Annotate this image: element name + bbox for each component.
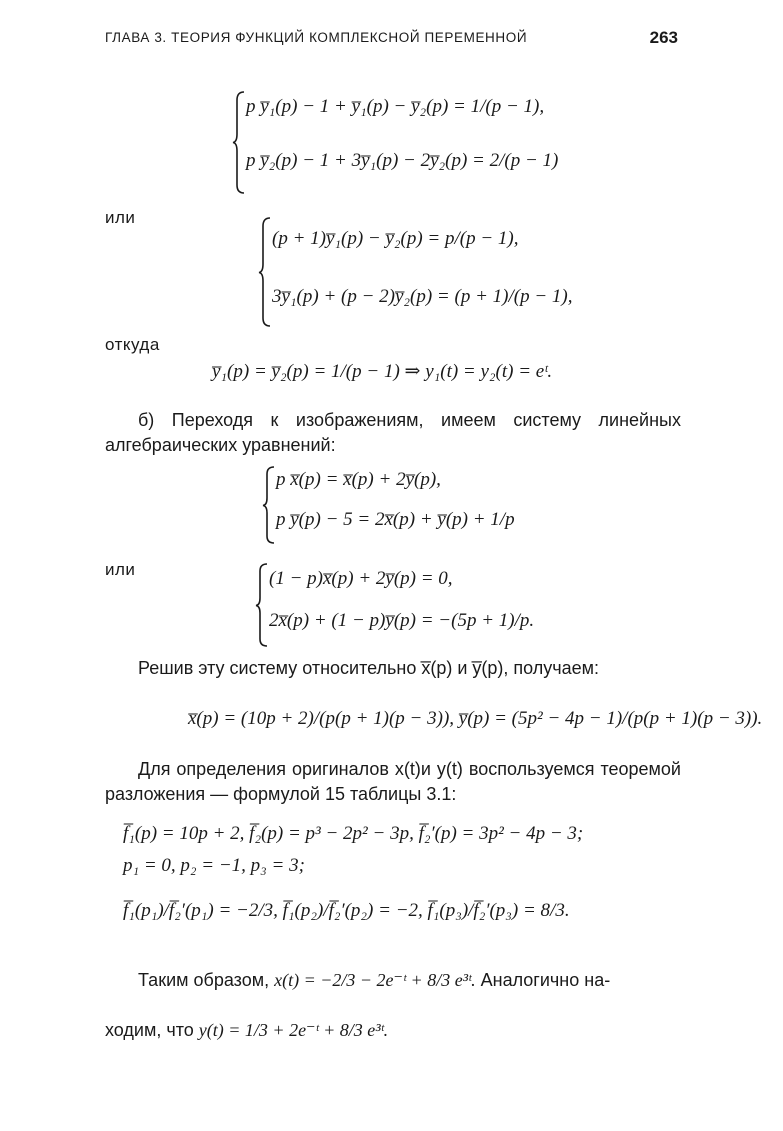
system-4-equation-1: (1 − p)x̅(p) + 2y̅(p) = 0, (269, 568, 453, 589)
page-header (105, 28, 680, 50)
f-functions-line: f̅₁(p) = 10p + 2, f̅₂(p) = p³ − 2p² − 3p, f̅₂′(p) = 3p² − 4p − 3; (123, 823, 584, 844)
system-1-equation-1: p y̅₁(p) − 1 + y̅₁(p) − y̅₂(p) = 1/(p − 1), (246, 96, 545, 117)
system-3-equation-2: p y̅(p) − 5 = 2x̅(p) + y̅(p) + 1/p (276, 509, 515, 530)
page-number: 263 (649, 28, 678, 47)
paragraph-b: б) Переходя к изображениям, имеем систему линейных алгебраических уравнений: (105, 410, 681, 455)
x-t-line (105, 968, 681, 993)
result-y1-y2: y̅₁(p) = y̅₂(p) = 1/(p − 1) ⇒ y₁(t) = y₂(t) = eᵗ. (212, 361, 553, 382)
word-ili-2: или (105, 560, 136, 579)
running-title: ГЛАВА 3. ТЕОРИЯ ФУНКЦИЙ КОМПЛЕКСНОЙ ПЕРЕМЕННОЙ (105, 30, 528, 45)
paragraph-solve: Решив эту систему относительно x̅(p) и y̅(p), получаем: (138, 658, 600, 678)
roots-line: p₁ = 0, p₂ = −1, p₃ = 3; (123, 855, 305, 876)
system-3-equation-1: p x̅(p) = x̅(p) + 2y̅(p), (276, 469, 441, 490)
word-otkuda: откуда (105, 335, 160, 354)
solution-x-y-images: x̅(p) = (10p + 2)/(p(p + 1)(p − 3)), y̅(p) = (5p² − 4p − 1)/(p(p + 1)(p − 3)). (188, 708, 763, 729)
left-brace (255, 562, 269, 648)
y-t-formula: y(t) = 1/3 + 2e⁻ᵗ + 8/3 e³ᵗ. (198, 1020, 389, 1040)
left-brace (258, 216, 272, 328)
x-line-intro: Таким образом, (138, 970, 270, 990)
equation-system-1 (232, 90, 572, 195)
system-1-equation-2: p y̅₂(p) − 1 + 3y̅₁(p) − 2y̅₂(p) = 2/(p − 1) (246, 150, 559, 171)
equation-system-2 (258, 216, 573, 328)
paragraph-originals: Для определения оригиналов x(t)и y(t) воспользуемся теоремой разложения — формулой 15 таблицы 3.1: (105, 759, 681, 804)
x-line-tail: Аналогично на- (480, 970, 611, 990)
y-t-line (105, 1018, 681, 1043)
y-line-intro: ходим, что (105, 1020, 194, 1040)
system-2-equation-1: (p + 1)y̅₁(p) − y̅₂(p) = p/(p − 1), (272, 228, 519, 249)
system-2-equation-2: 3y̅₁(p) + (p − 2)y̅₂(p) = (p + 1)/(p − 1), (272, 286, 573, 307)
equation-system-4 (255, 562, 555, 648)
word-ili-1: или (105, 208, 136, 227)
left-brace (232, 90, 246, 195)
system-4-equation-2: 2x̅(p) + (1 − p)y̅(p) = −(5p + 1)/p. (269, 610, 535, 631)
equation-system-3 (262, 465, 552, 545)
x-t-formula: x(t) = −2/3 − 2e⁻ᵗ + 8/3 e³ᵗ. (274, 970, 476, 990)
left-brace (262, 465, 276, 545)
ratios-line: f̅₁(p₁)/f̅₂′(p₁) = −2/3, f̅₁(p₂)/f̅₂′(p₂) = −2, f̅₁(p₃)/f̅₂′(p₃) = 8/3. (123, 900, 570, 921)
